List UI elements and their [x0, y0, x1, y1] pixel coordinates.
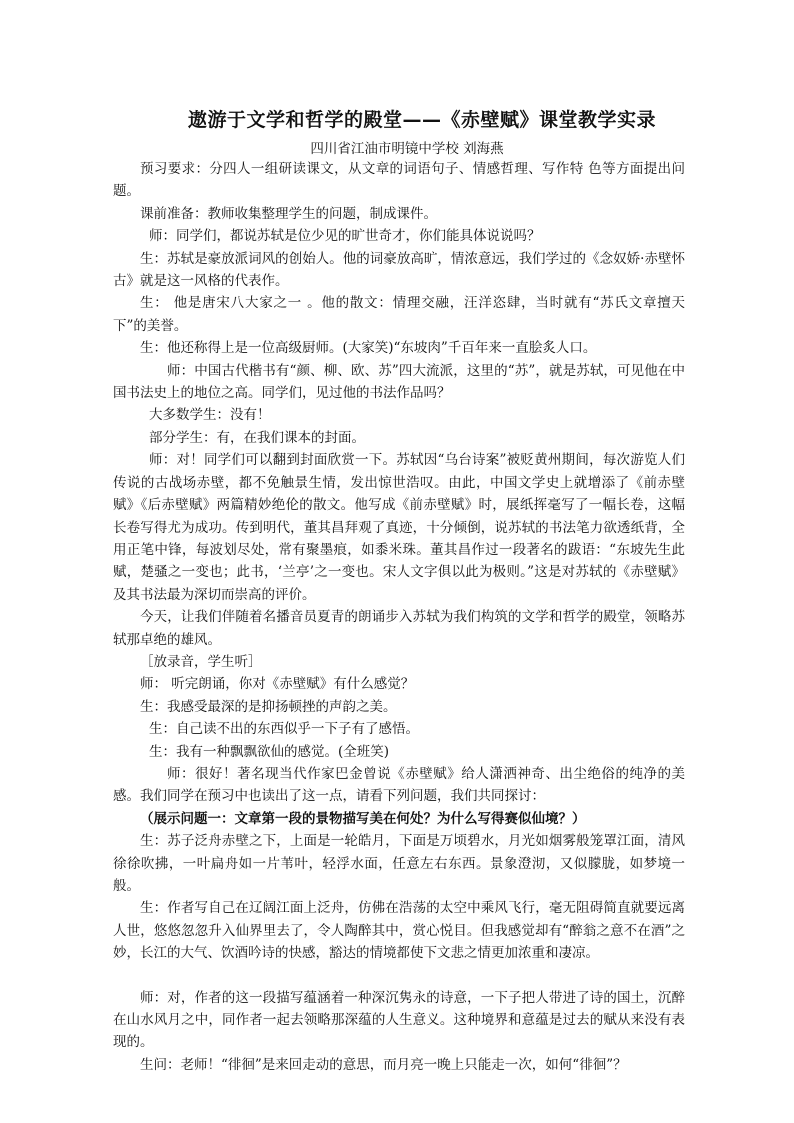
paragraph-stage-direction: ［放录音，学生听］ — [140, 653, 262, 670]
paragraph-dialogue: 生问：老师！“徘徊”是来回走动的意思，而月亮一晚上只能走一次，如何“徘徊”？ — [140, 1056, 627, 1073]
document-body — [113, 158, 685, 1076]
paragraph-dialogue: 师：对！同学们可以翻到封面欣赏一下。苏轼因“乌台诗案”被贬黄州期间，每次游览人们传说的古战场赤壁，都不免触景生情，发出惊世浩叹。由此，中国文学史上就增添了《前赤壁赋》《后赤壁赋》两篇精妙绝伦的散文。他写成《前赤壁赋》时，展纸挥毫写了一幅长卷，这幅长卷写得尤为成功。传到明代，董其昌拜观了真迹，十分倾倒，说苏轼的书法笔力欲透纸背，全用正笔中锋，每波划尽处，常有聚墨痕，如黍米珠。董其昌作过一段著名的跋语：“东坡先生此赋，楚骚之一变也；此书，‘兰亭’之一变也。宋人文字俱以此为极则。”这是对苏轼的《赤壁赋》及其书法最为深切而崇高的评价。 — [113, 452, 685, 603]
paragraph-dialogue: 生：作者写自己在辽阔江面上泛舟，仿佛在浩荡的太空中乘风飞行，毫无阻碍简直就要远离人世，悠悠忽忽升入仙界里去了，令人陶醉其中，赏心悦目。但我感觉却有“醉翁之意不在酒”之妙，长江的大气、饮酒吟诗的快感，豁达的情境都使下文悲之情更加浓重和凄凉。 — [113, 900, 685, 962]
paragraph-dialogue: 生：他还称得上是一位高级厨师。(大家笑)“东坡肉”千百年来一直脍炙人口。 — [140, 340, 597, 357]
paragraph-dialogue: 师：很好！著名现当代作家巴金曾说《赤壁赋》给人潇洒神奇、出尘绝俗的纯净的美感。我们同学在预习中也读出了这一点，请看下列问题，我们共同探讨： — [113, 765, 685, 805]
paragraph-dialogue: 生：自己读不出的东西似乎一下子有了感悟。 — [149, 721, 419, 738]
author-line: 四川省江油市明镜中学校 刘海燕 — [310, 141, 504, 157]
blank-line — [113, 965, 685, 987]
paragraph-dialogue: 师：同学们，都说苏轼是位少见的旷世奇才，你们能具体说说吗？ — [149, 228, 541, 245]
paragraph-preparation: 课前准备：教师收集整理学生的问题，制成课件。 — [140, 205, 437, 222]
paragraph-dialogue: 师：对，作者的这一段描写蕴涵着一种深沉隽永的诗意，一下子把人带进了诗的国土，沉醉在山水风月之中，同作者一起去领略那深蕴的人生意义。这种境界和意蕴是过去的赋从来没有表现的。 — [113, 989, 685, 1051]
paragraph-dialogue: 师：中国古代楷书有“颜、柳、欧、苏”四大流派，这里的“苏”，就是苏轼，可见他在中国书法史上的地位之高。同学们，见过他的书法作品吗？ — [113, 362, 685, 402]
paragraph-dialogue: 部分学生：有，在我们课本的封面。 — [149, 429, 365, 446]
paragraph-narration: 今天，让我们伴随着名播音员夏青的朗诵步入苏轼为我们构筑的文学和哲学的殿堂，领略苏轼那卓绝的雄风。 — [113, 609, 685, 648]
paragraph-dialogue: 生： 他是唐宋八大家之一 。他的散文：情理交融，汪洋恣肆，当时就有“苏氏文章擅天下”的美誉。 — [113, 295, 685, 334]
paragraph-dialogue: 生：我有一种飘飘欲仙的感觉。(全班笑) — [149, 743, 390, 760]
paragraph-dialogue: 生：我感受最深的是抑扬顿挫的声韵之美。 — [140, 698, 397, 715]
question-heading: （展示问题一：文章第一段的景物描写美在何处？为什么写得赛似仙境？） — [140, 810, 586, 827]
paragraph-preview-requirement: 预习要求：分四人一组研读课文，从文章的词语句子、情感哲理、写作特 色等方面提出问题。 — [113, 161, 685, 200]
paragraph-dialogue: 生：苏子泛舟赤壁之下，上面是一轮皓月，下面是万顷碧水，月光如烟雾般笼罩江面，清风徐徐吹拂，一叶扁舟如一片苇叶，轻浮水面，任意左右东西。景象澄沏，又似朦胧，如梦境一般。 — [113, 833, 685, 894]
document-title: 遨游于文学和哲学的殿堂——《赤壁赋》课堂教学实录 — [187, 109, 656, 131]
paragraph-dialogue: 大多数学生：没有！ — [149, 407, 271, 424]
paragraph-dialogue: 师： 听完朗诵，你对《赤壁赋》有什么感觉？ — [140, 676, 415, 693]
paragraph-dialogue: 生：苏轼是豪放派词风的创始人。他的词豪放高旷，情浓意远，我们学过的《念奴娇·赤壁怀古》就是这一风格的代表作。 — [113, 250, 685, 290]
